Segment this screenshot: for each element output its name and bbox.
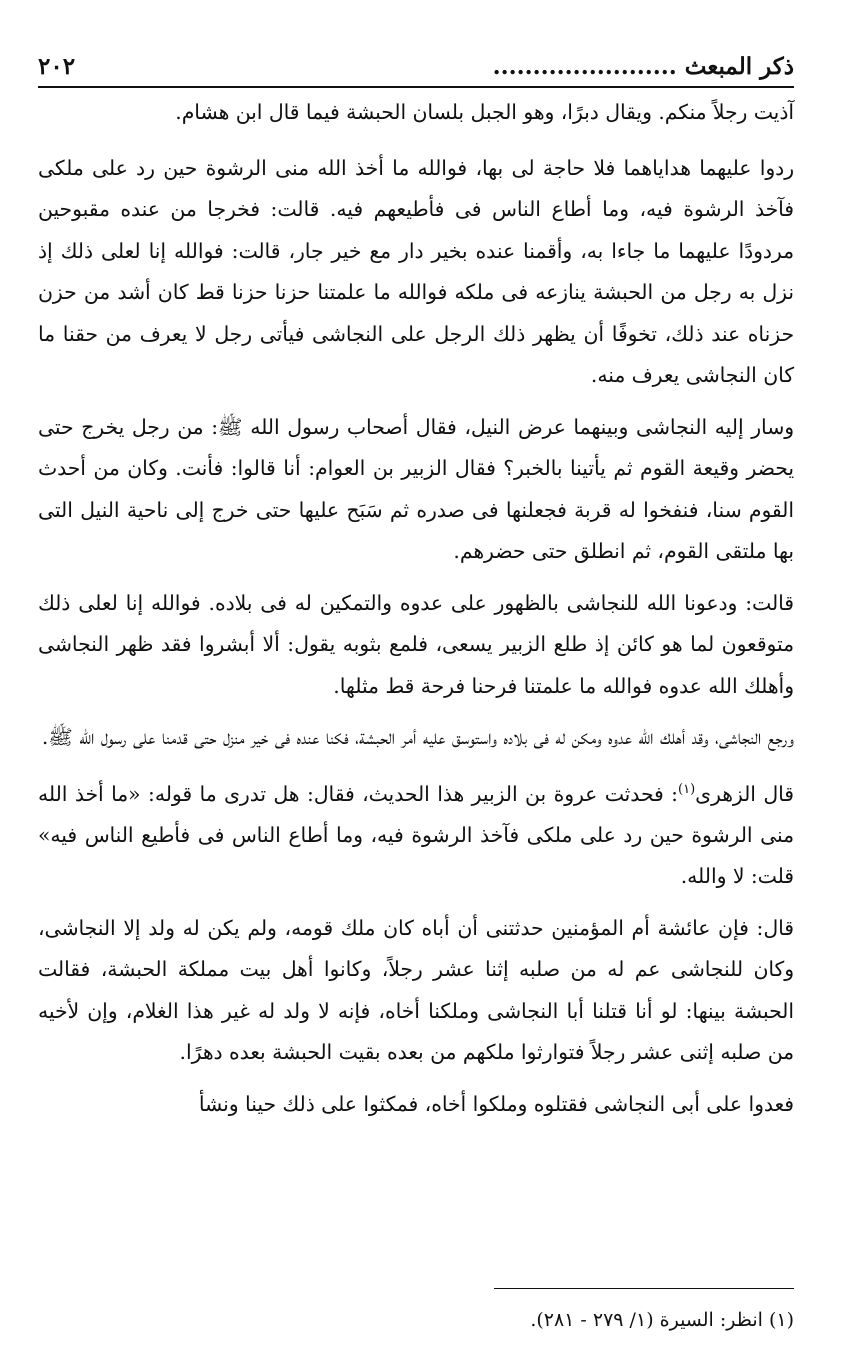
paragraph-8: فعدوا على أبى النجاشى فقتلوه وملكوا أخاه، فمكثوا على ذلك حينا ونشأ bbox=[198, 1091, 794, 1116]
body-text bbox=[38, 92, 794, 1125]
running-title: ذكر المبعث ....................... bbox=[492, 53, 794, 80]
paragraph-zuhri bbox=[38, 769, 794, 898]
footnote-reference[interactable]: (١) bbox=[678, 781, 696, 797]
paragraph-7: قال: فإن عائشة أم المؤمنين حدثتنى أن أباه كان ملك قومه، ولم يكن له ولد إلا النجاشى، وكان للنجاشى عم له من صلبه إثنا عشر رجلاً، وكانوا أهل بيت مملكة الحبشة، فقالت الحبشة بينها: لو أنا قتلنا أبا النجاشى وملكنا أخاه، فإنه لا ولد له غير هذا الغلام، وإن لأخيه من صلبه إثنى عشر رجلاً فتوارثوا ملكهم من بعده بقيت الحبشة بعده دهرًا. bbox=[38, 915, 794, 1065]
zuhri-lead: قال الزهرى bbox=[695, 781, 794, 806]
footnote-separator bbox=[494, 1288, 794, 1289]
paragraph-1: آذيت رجلاً منكم. ويقال دبرًا، وهو الجبل بلسان الحبشة فيما قال ابن هشام. bbox=[175, 100, 794, 124]
page-content bbox=[38, 52, 794, 1135]
paragraph-5: ورجع النجاشى، وقد أهلك الله عدوه ومكن له فى بلاده واستوسق عليه أمر الحبشة، فكنا عنده فى خير منزل حتى قدمنا على رسول الله ﷺ. bbox=[41, 725, 794, 749]
paragraph-4: قالت: ودعونا الله للنجاشى بالظهور على عدوه والتمكين له فى بلاده. فوالله إنا لعلى ذلك متوقعون لما هو كائن إذ طلع الزبير يسعى، فلمع بثوبه يقول: ألا أبشروا فقد ظهر النجاشى وأهلك الله عدوه فوالله ما علمتنا فرحنا فرحة قط مثلها. bbox=[38, 590, 794, 698]
paragraph-2: ردوا عليهما هداياهما فلا حاجة لى بها، فوالله ما أخذ الله منى الرشوة حين رد على ملكى فآخذ الرشوة فيه، وما أطاع الناس فى فأطيعهم فيه. قالت: فخرجا من عنده مقبوحين مردودًا عليهما ما جاءا به، وأقمنا عنده بخير دار مع خير جار، قالت: فوالله إنا لعلى ذلك إذ نزل به رجل من الحبشة ينازعه فى ملكه فوالله ما علمتنا حزنا حزنا قط كان أشد من حزن حزناه عند ذلك، تخوفًا أن يظهر ذلك الرجل على النجاشى فيأتى رجل لا يعرف من حقنا ما كان النجاشى يعرف منه. bbox=[38, 155, 794, 387]
running-header bbox=[38, 52, 794, 82]
page-number: ٢٠٢ bbox=[38, 53, 76, 80]
footnote: (١) انظر: السيرة (١/ ٢٧٩ - ٢٨١). bbox=[530, 1309, 794, 1331]
zuhri-text: : فحدثت عروة بن الزبير هذا الحديث، فقال: هل تدرى ما قوله: «ما أخذ الله منى الرشوة حين رد على ملكى فآخذ الرشوة فيه، وما أطاع الناس فى فأطيع الناس فيه» قلت: لا والله. bbox=[38, 781, 794, 889]
paragraph-3: وسار إليه النجاشى وبينهما عرض النيل، فقال أصحاب رسول الله ﷺ: من رجل يخرج حتى يحضر وقيعة القوم ثم يأتينا بالخبر؟ فقال الزبير بن العوام: أنا قالوا: فأنت. وكان من أحدث القوم سنا، فنفخوا له قربة فجعلنها فى صدره ثم سَبَح عليها حتى خرج إلى ناحية النيل التى بها ملتقى القوم، ثم انطلق حتى حضرهم. bbox=[38, 414, 794, 563]
header-rule bbox=[38, 86, 794, 88]
